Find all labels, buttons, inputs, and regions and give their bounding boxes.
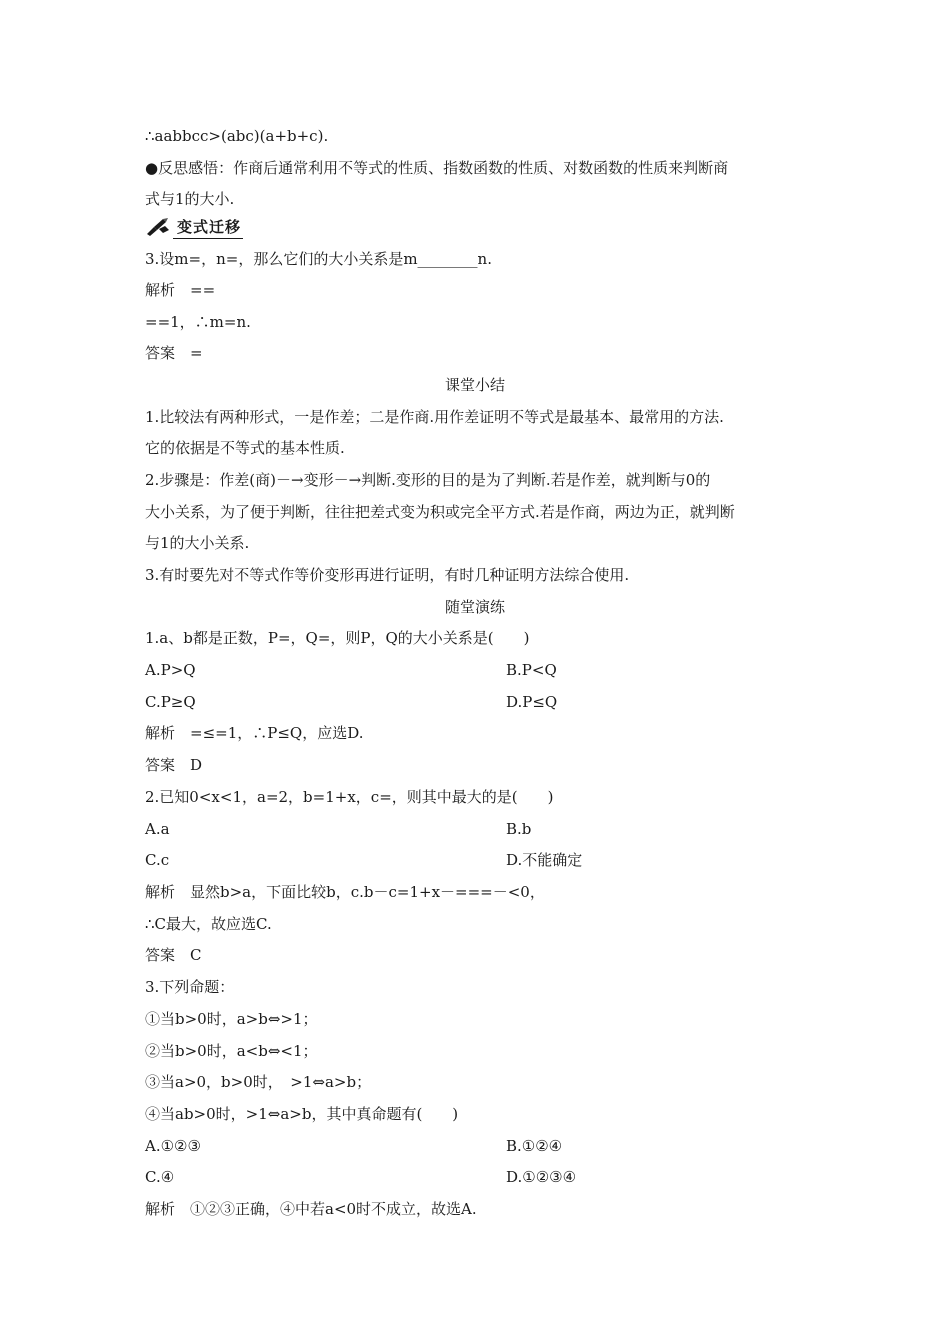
analysis-line: 解析 ①②③正确，④中若a<0时不成立，故选A.: [145, 1200, 477, 1218]
answer-line: 答案 D: [145, 756, 203, 774]
text-line: ∴aabbcc>(abc)(a+b+c).: [145, 127, 329, 145]
option-d: D.不能确定: [506, 851, 583, 869]
option-a: A.①②③: [145, 1137, 201, 1155]
variant-heading: [145, 216, 243, 238]
answer-line: 答案 =: [145, 344, 203, 362]
option-d: D.P≤Q: [506, 693, 558, 711]
analysis-line: 解析 ==: [145, 281, 216, 299]
pencil-arrows-icon: [145, 217, 171, 237]
option-d: D.①②③④: [506, 1168, 577, 1186]
question-line: 1.a、b都是正数，P=，Q=，则P，Q的大小关系是( ): [145, 629, 530, 647]
proposition-item: ③当a>0，b>0时， >1⇔a>b；: [145, 1073, 372, 1091]
summary-item: 与1的大小关系.: [145, 534, 250, 552]
option-c: C.c: [145, 851, 170, 869]
analysis-line: 解析 =≤=1，∴P≤Q，应选D.: [145, 724, 364, 742]
option-c: C.P≥Q: [145, 693, 196, 711]
summary-item: 1.比较法有两种形式，一是作差；二是作商.用作差证明不等式是最基本、最常用的方法.: [145, 408, 724, 426]
proposition-item: ④当ab>0时，>1⇔a>b，其中真命题有( ): [145, 1105, 459, 1123]
answer-line: 答案 C: [145, 946, 202, 964]
summary-item: 大小关系，为了便于判断，往往把差式变为积或完全平方式.若是作商，两边为正，就判断: [145, 503, 735, 521]
question-line: 3.设m=，n=，那么它们的大小关系是m________n.: [145, 250, 492, 268]
text-line: 式与1的大小.: [145, 190, 235, 208]
question-line: 3.下列命题：: [145, 978, 235, 996]
question-line: 2.已知0<x<1，a=2，b=1+x，c=，则其中最大的是( ): [145, 788, 554, 806]
summary-item: 它的依据是不等式的基本性质.: [145, 439, 345, 457]
analysis-line: ==1，∴m=n.: [145, 313, 251, 331]
proposition-item: ②当b>0时，a<b⇔<1；: [145, 1042, 318, 1060]
option-b: B.P<Q: [506, 661, 557, 679]
analysis-line: ∴C最大，故应选C.: [145, 915, 272, 933]
variant-heading-label: 变式迁移: [173, 216, 243, 239]
option-a: A.P>Q: [145, 661, 196, 679]
option-b: B.b: [506, 820, 532, 838]
summary-item: 2.步骤是：作差(商)－→变形－→判断.变形的目的是为了判断.若是作差，就判断与0的: [145, 471, 711, 489]
proposition-item: ①当b>0时，a>b⇔>1；: [145, 1010, 318, 1028]
reflection-line: ●反思感悟：作商后通常利用不等式的性质、指数函数的性质、对数函数的性质来判断商: [145, 159, 729, 177]
summary-item: 3.有时要先对不等式作等价变形再进行证明，有时几种证明方法综合使用.: [145, 566, 630, 584]
option-b: B.①②④: [506, 1137, 563, 1155]
summary-heading: 课堂小结: [444, 376, 505, 394]
practice-heading: 随堂演练: [444, 598, 505, 616]
analysis-line: 解析 显然b>a，下面比较b，c.b－c=1+x－===－<0，: [145, 883, 545, 901]
option-c: C.④: [145, 1168, 175, 1186]
option-a: A.a: [145, 820, 170, 838]
